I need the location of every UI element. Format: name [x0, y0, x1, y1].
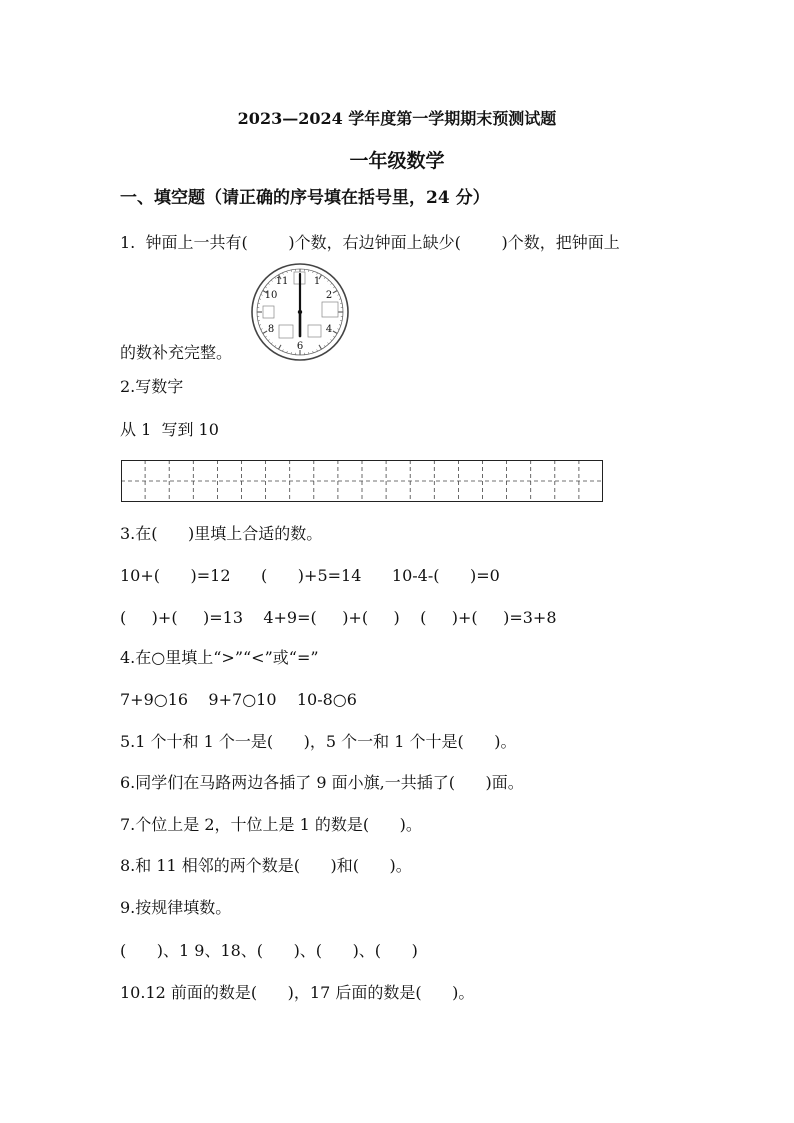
question-9-line: ( )、1 9、18、( )、( )、( ) — [120, 941, 418, 960]
question-2-prompt: 从 1 写到 10 — [120, 420, 219, 439]
question-4-title: 4.在○里填上“>”“<”或“=” — [120, 648, 319, 667]
missing-number-box-7[interactable] — [279, 325, 293, 338]
clock-number-10: 10 — [264, 290, 278, 301]
question-1-line-1: 1. 钟面上一共有( )个数，右边钟面上缺少( )个数，把钟面上 — [120, 233, 620, 252]
number-writing-grid[interactable] — [121, 460, 603, 502]
question-3-title: 3.在( )里填上合适的数。 — [120, 524, 323, 543]
question-5: 5.1 个十和 1 个一是( )，5 个一和 1 个十是( )。 — [120, 732, 517, 751]
clock-number-2: 2 — [325, 290, 333, 301]
clock-face-image — [250, 262, 350, 362]
clock-number-8: 8 — [267, 324, 275, 335]
document-subtitle: 一年级数学 — [349, 150, 445, 172]
clock-number-11: 11 — [275, 276, 289, 287]
question-7: 7.个位上是 2，十位上是 1 的数是( )。 — [120, 815, 422, 834]
question-3-line-1: 10+( )=12 ( )+5=14 10-4-( )=0 — [120, 566, 500, 585]
missing-number-box-3[interactable] — [322, 302, 338, 317]
question-6: 6.同学们在马路两边各插了 9 面小旗,一共插了( )面。 — [120, 773, 524, 792]
document-title: 2023—2024 学年度第一学期期末预测试题 — [237, 109, 557, 128]
missing-number-box-5[interactable] — [308, 325, 321, 337]
clock-number-1: 1 — [313, 276, 321, 287]
clock-number-6: 6 — [296, 341, 304, 352]
question-1-line-2: 的数补充完整。 — [120, 343, 233, 362]
question-9-title: 9.按规律填数。 — [120, 898, 232, 917]
question-4-line: 7+9○16 9+7○10 10-8○6 — [120, 690, 357, 709]
section-heading: 一、填空题（请正确的序号填在括号里，24 分） — [120, 188, 490, 208]
question-8: 8.和 11 相邻的两个数是( )和( )。 — [120, 856, 412, 875]
question-2-title: 2.写数字 — [120, 377, 184, 396]
question-3-line-2: ( )+( )=13 4+9=( )+( ) ( )+( )=3+8 — [120, 608, 557, 627]
clock-number-4: 4 — [325, 324, 333, 335]
question-10: 10.12 前面的数是( )，17 后面的数是( )。 — [120, 983, 475, 1002]
missing-number-box-9[interactable] — [263, 306, 274, 318]
